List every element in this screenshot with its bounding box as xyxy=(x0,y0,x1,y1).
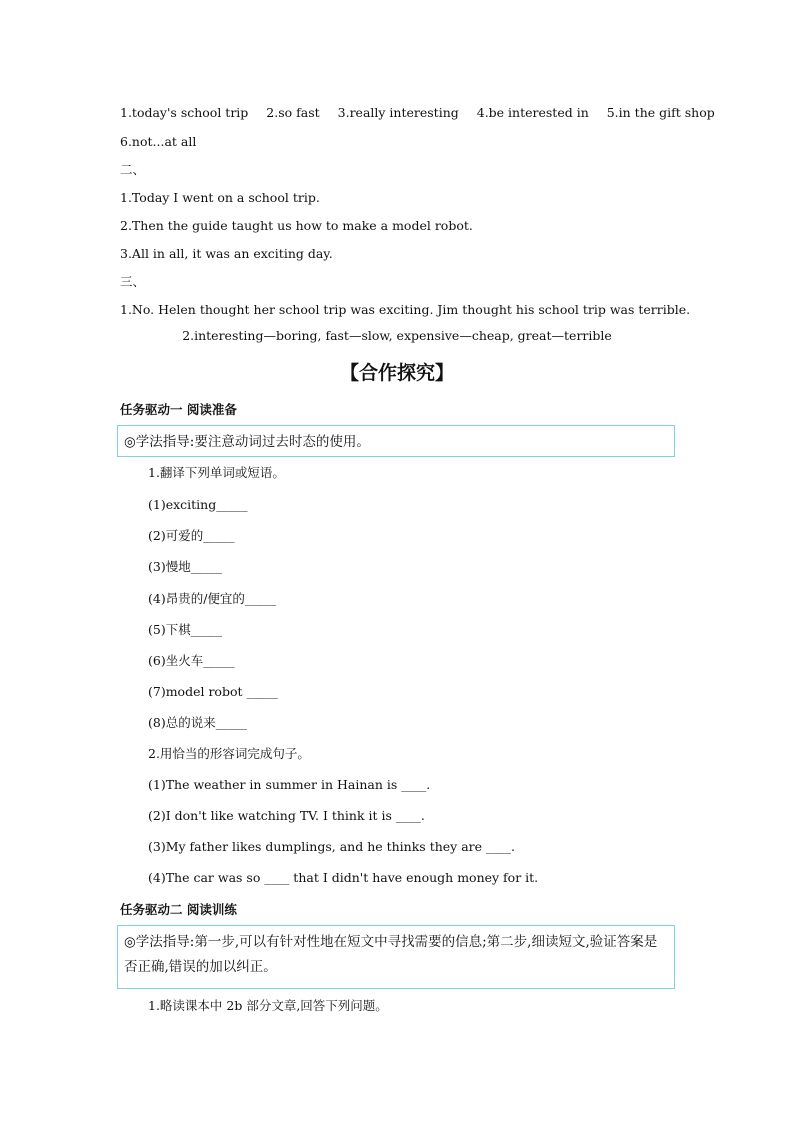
sentence-item: (4)The car was so ____ that I didn't have enough money for it. xyxy=(148,870,539,885)
answer-item: 5.in the gift shop xyxy=(606,105,715,120)
section-three-item: 1.No. Helen thought her school trip was exciting. Jim thought his school trip was terrible. xyxy=(120,302,691,317)
answer-item: 2.so fast xyxy=(266,105,320,120)
section-two-item: 3.All in all, it was an exciting day. xyxy=(120,246,333,261)
sentence-item: (1)The weather in summer in Hainan is ____. xyxy=(148,777,431,792)
sentence-item: (2)I don't like watching TV. I think it is ____. xyxy=(148,808,425,823)
answer-item: 1.today's school trip xyxy=(120,105,249,120)
section-two-label: 二、 xyxy=(120,162,146,177)
section-two-item: 2.Then the guide taught us how to make a model robot. xyxy=(120,218,473,233)
vocab-item: (7)model robot _____ xyxy=(148,684,278,699)
task2-title: 任务驱动二 阅读训练 xyxy=(120,902,237,917)
task1-q1-title: 1.翻译下列单词或短语。 xyxy=(148,465,285,480)
answers-line-1 xyxy=(120,104,729,122)
task1-tip-text: ◎学法指导:要注意动词过去时态的使用。 xyxy=(124,434,370,450)
task1-tip-box xyxy=(117,425,675,457)
vocab-item: (2)可爱的_____ xyxy=(148,528,235,543)
task2-tip-box xyxy=(117,925,675,989)
answers-line-2: 6.not...at all xyxy=(120,134,197,149)
vocab-item: (5)下棋_____ xyxy=(148,622,222,637)
vocab-item: (8)总的说来_____ xyxy=(148,715,247,730)
vocab-item: (6)坐火车_____ xyxy=(148,653,235,668)
sentence-item: (3)My father likes dumplings, and he thinks they are ____. xyxy=(148,839,515,854)
answer-item: 3.really interesting xyxy=(337,105,459,120)
section-two-item: 1.Today I went on a school trip. xyxy=(120,190,320,205)
answer-item: 4.be interested in xyxy=(476,105,589,120)
section-three-item: 2.interesting—boring, fast—slow, expensive—cheap, great—terrible xyxy=(182,328,612,343)
main-heading: 【合作探究】 xyxy=(339,362,454,384)
task1-title: 任务驱动一 阅读准备 xyxy=(120,402,237,417)
task2-tip-text: ◎学法指导:第一步,可以有针对性地在短文中寻找需要的信息;第二步,细读短文,验证答案是否正确,错误的加以纠正。 xyxy=(124,934,658,975)
section-three-label: 三、 xyxy=(120,274,146,289)
task2-q1-title: 1.略读课本中 2b 部分文章,回答下列问题。 xyxy=(148,998,388,1013)
task1-q2-title: 2.用恰当的形容词完成句子。 xyxy=(148,746,310,761)
vocab-item: (4)昂贵的/便宜的_____ xyxy=(148,591,277,606)
vocab-item: (1)exciting_____ xyxy=(148,497,248,512)
vocab-item: (3)慢地_____ xyxy=(148,559,222,574)
